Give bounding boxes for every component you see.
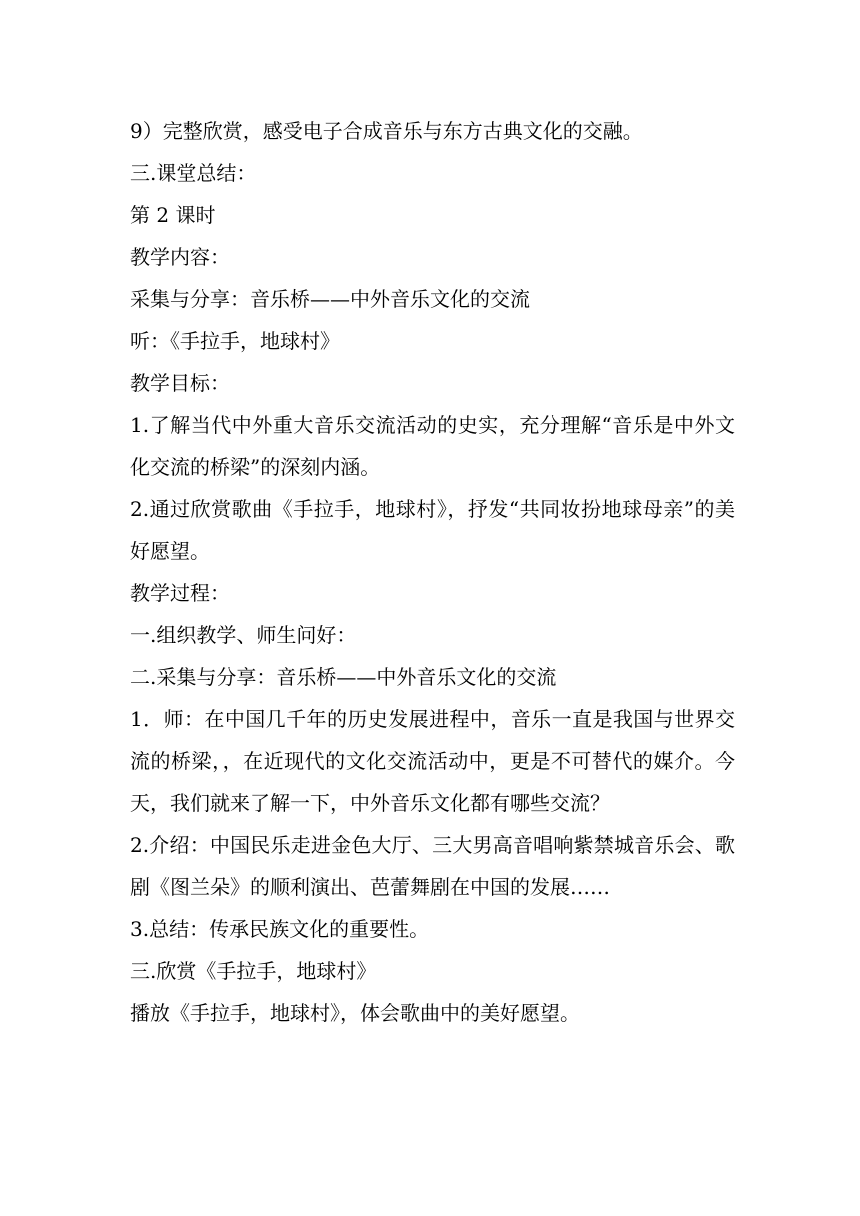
heading-teaching-process: 教学过程： <box>130 581 230 605</box>
heading-teaching-content: 教学内容： <box>130 245 230 269</box>
paragraph-goal-2: 2.通过欣赏歌曲《手拉手，地球村》，抒发“共同妆扮地球母亲”的美好愿望。 <box>130 497 735 563</box>
paragraph-conclusion: 3.总结：传承民族文化的重要性。 <box>130 917 430 941</box>
heading-teaching-goals: 教学目标： <box>130 371 230 395</box>
heading-class-summary: 三.课堂总结： <box>130 161 257 185</box>
paragraph-play-song: 播放《手拉手，地球村》，体会歌曲中的美好愿望。 <box>130 1001 580 1025</box>
document-body <box>130 110 735 1034</box>
heading-step-one: 一.组织教学、师生问好： <box>130 623 357 647</box>
paragraph-listen: 听：《手拉手，地球村》 <box>130 329 340 353</box>
paragraph-teacher-intro: 1．师：在中国几千年的历史发展进程中，音乐一直是我国与世界交流的桥梁，，在近现代的文化交流活动中，更是不可替代的媒介。今天，我们就来了解一下，中外音乐文化都有哪些交流？ <box>130 707 735 815</box>
heading-step-two: 二.采集与分享：音乐桥——中外音乐文化的交流 <box>130 665 557 689</box>
paragraph-goal-1: 1.了解当代中外重大音乐交流活动的史实，充分理解“音乐是中外文化交流的桥梁”的深刻内涵。 <box>130 413 735 479</box>
heading-lesson-2: 第 2 课时 <box>130 203 216 227</box>
paragraph-step-9: 9）完整欣赏，感受电子合成音乐与东方古典文化的交融。 <box>130 119 643 143</box>
paragraph-introduction: 2.介绍：中国民乐走进金色大厅、三大男高音唱响紫禁城音乐会、歌剧《图兰朵》的顺利演出、芭蕾舞剧在中国的发展…… <box>130 833 735 899</box>
heading-step-three: 三.欣赏《手拉手，地球村》 <box>130 959 377 983</box>
paragraph-collect-share: 采集与分享：音乐桥——中外音乐文化的交流 <box>130 287 530 311</box>
